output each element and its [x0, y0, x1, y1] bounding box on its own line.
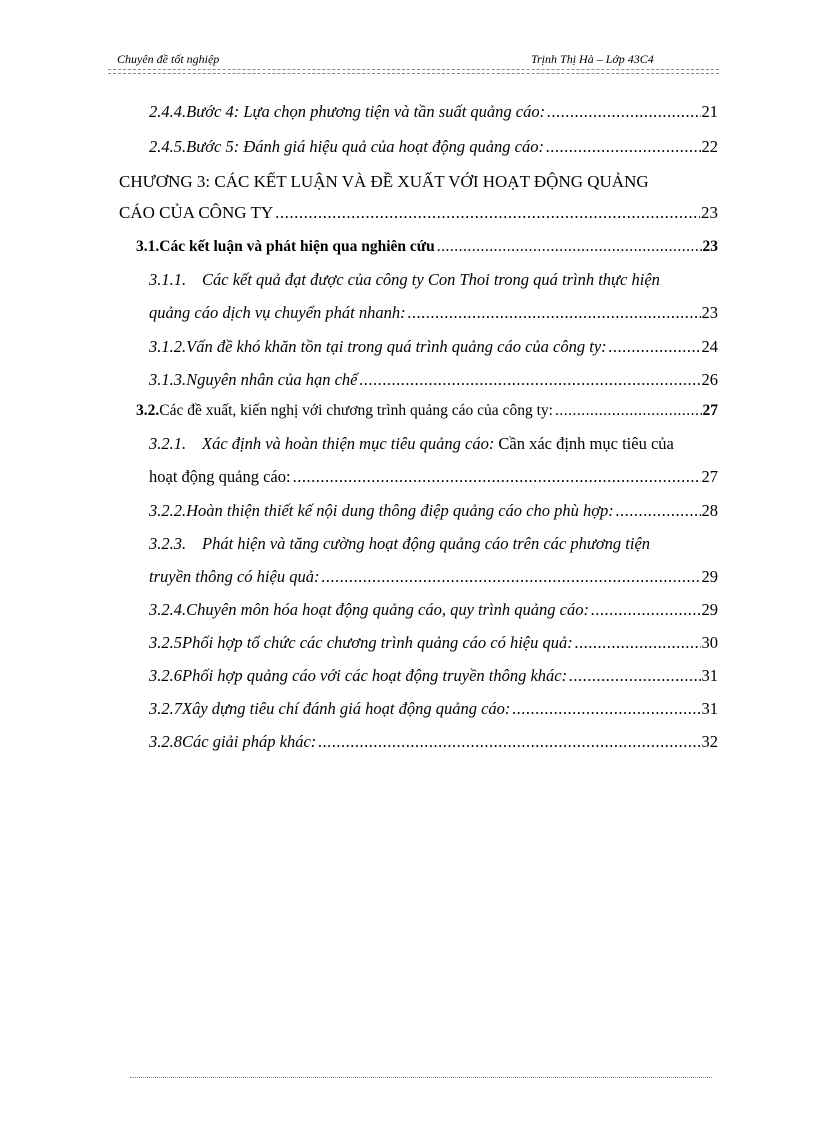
toc-entry-3-2-1-line1[interactable] — [149, 430, 718, 458]
toc-entry-number: 3.2. — [136, 402, 160, 419]
toc-entry-title: Nguyên nhân của hạn chế — [186, 370, 358, 389]
toc-entry-title-cont: quảng cáo dịch vụ chuyển phát nhanh: — [149, 303, 406, 322]
toc-entry-number: 3.2.3. — [149, 534, 187, 553]
toc-entry-title-cont: truyền thông có hiệu quả: — [149, 567, 320, 586]
toc-entry-page: 27 — [702, 402, 718, 419]
toc-leader — [567, 662, 700, 690]
toc-entry-title: Xây dựng tiêu chí đánh giá hoạt động quảng cáo: — [182, 699, 511, 718]
toc-entry-title: Xác định và hoàn thiện mục tiêu quảng cáo: — [202, 434, 495, 453]
toc-entry-3-1-1-line2[interactable] — [149, 299, 718, 327]
toc-entry-3-1-2[interactable] — [149, 333, 718, 361]
header-left: Chuyên đề tốt nghiệp — [117, 52, 220, 66]
toc-entry-page: 23 — [701, 303, 718, 322]
toc-entry-page: 22 — [701, 137, 718, 156]
toc-entry-3-2[interactable] — [136, 397, 718, 425]
toc-entry-title-regular: Cần xác định mục tiêu của — [498, 434, 674, 453]
toc-entry-title-cont: hoạt động quảng cáo: — [149, 467, 291, 486]
toc-entry-page: 28 — [701, 501, 718, 520]
toc-entry-number: 2.4.4. — [149, 102, 187, 121]
toc-leader — [545, 98, 700, 126]
toc-leader — [435, 233, 702, 261]
toc-entry-3-1[interactable] — [136, 233, 718, 261]
header-right: Trịnh Thị Hà – Lớp 43C4 — [531, 52, 654, 66]
toc-entry-number: 3.2.5 — [149, 633, 182, 652]
toc-entry-3-2-5[interactable] — [149, 629, 718, 657]
toc-chapter-3-line2[interactable] — [119, 199, 718, 227]
toc-entry-page: 31 — [701, 699, 718, 718]
toc-entry-title: Chuyên môn hóa hoạt động quảng cáo, quy trình quảng cáo: — [186, 600, 589, 619]
toc-leader — [544, 133, 701, 161]
toc-entry-number: 3.1.1. — [149, 270, 187, 289]
toc-entry-page: 23 — [701, 203, 718, 222]
toc-entry-page: 24 — [701, 337, 718, 356]
toc-entry-number: 2.4.5. — [149, 137, 187, 156]
toc-chapter-title-cont: CÁO CỦA CÔNG TY — [119, 203, 274, 222]
toc-entry-3-2-4[interactable] — [149, 596, 718, 624]
toc-entry-title: Các kết luận và phát hiện qua nghiên cứu — [159, 238, 435, 255]
toc-leader — [614, 497, 701, 525]
toc-entry-3-2-7[interactable] — [149, 695, 718, 723]
toc-entry-number: 3.2.4. — [149, 600, 187, 619]
toc-leader — [316, 728, 700, 756]
toc-leader — [291, 463, 701, 491]
toc-entry-page: 29 — [701, 600, 718, 619]
toc-entry-3-2-6[interactable] — [149, 662, 718, 690]
toc-entry-3-2-8[interactable] — [149, 728, 718, 756]
toc-entry-3-2-3-line1[interactable] — [149, 530, 718, 558]
header-rule-bottom — [108, 73, 719, 74]
toc-entry-3-2-1-line2[interactable] — [149, 463, 718, 491]
toc-entry-page: 30 — [701, 633, 718, 652]
toc-entry-title: Bước 4: Lựa chọn phương tiện và tần suất quảng cáo: — [186, 102, 546, 121]
toc-entry-number: 3.1.3. — [149, 370, 187, 389]
toc-leader — [553, 397, 702, 425]
toc-leader — [589, 596, 701, 624]
toc-leader — [273, 199, 700, 227]
toc-entry-3-1-3[interactable] — [149, 366, 718, 394]
toc-entry-title: Các giải pháp khác: — [182, 732, 317, 751]
toc-leader — [607, 333, 701, 361]
toc-entry-title: Phát hiện và tăng cường hoạt động quảng cáo trên các phương tiện — [202, 534, 651, 553]
footer-rule — [130, 1077, 712, 1078]
toc-entry-page: 21 — [701, 102, 718, 121]
toc-entry-title: Phối hợp quảng cáo với các hoạt động truyền thông khác: — [182, 666, 568, 685]
toc-entry-page: 27 — [701, 467, 718, 486]
toc-entry-2-4-5[interactable] — [149, 133, 718, 161]
toc-entry-page: 32 — [701, 732, 718, 751]
toc-entry-number: 3.1. — [136, 238, 160, 255]
toc-entry-3-2-2[interactable] — [149, 497, 718, 525]
toc-entry-number: 3.2.7 — [149, 699, 182, 718]
toc-entry-3-2-3-line2[interactable] — [149, 563, 718, 591]
toc-chapter-title: CHƯƠNG 3: CÁC KẾT LUẬN VÀ ĐỀ XUẤT VỚI HOẠT ĐỘNG QUẢNG — [119, 172, 649, 191]
toc-entry-page: 26 — [701, 370, 718, 389]
toc-entry-title: Phối hợp tổ chức các chương trình quảng cáo có hiệu quả: — [182, 633, 573, 652]
toc-entry-page: 29 — [701, 567, 718, 586]
toc-chapter-3-line1[interactable] — [119, 168, 718, 196]
toc-entry-title: Hoàn thiện thiết kế nội dung thông điệp quảng cáo cho phù hợp: — [186, 501, 614, 520]
toc-entry-number: 3.2.2. — [149, 501, 187, 520]
toc-entry-title: Các đề xuất, kiến nghị với chương trình quảng cáo của công ty: — [159, 402, 553, 419]
toc-leader — [406, 299, 701, 327]
toc-entry-title: Bước 5: Đánh giá hiệu quả của hoạt động quảng cáo: — [186, 137, 544, 156]
toc-entry-title: Các kết quả đạt được của công ty Con Thoi trong quá trình thực hiện — [202, 270, 660, 289]
toc-entry-page: 23 — [702, 238, 718, 255]
toc-entry-number: 3.2.8 — [149, 732, 182, 751]
toc-entry-title: Vấn đề khó khăn tồn tại trong quá trình quảng cáo của công ty: — [186, 337, 607, 356]
toc-leader — [510, 695, 700, 723]
toc-entry-page: 31 — [701, 666, 718, 685]
toc-leader — [573, 629, 701, 657]
toc-entry-2-4-4[interactable] — [149, 98, 718, 126]
toc-leader — [358, 366, 701, 394]
toc-entry-number: 3.1.2. — [149, 337, 187, 356]
toc-entry-3-1-1-line1[interactable] — [149, 266, 718, 294]
toc-entry-number: 3.2.6 — [149, 666, 182, 685]
toc-entry-number: 3.2.1. — [149, 434, 187, 453]
toc-leader — [319, 563, 700, 591]
header-rule-top — [108, 69, 719, 70]
